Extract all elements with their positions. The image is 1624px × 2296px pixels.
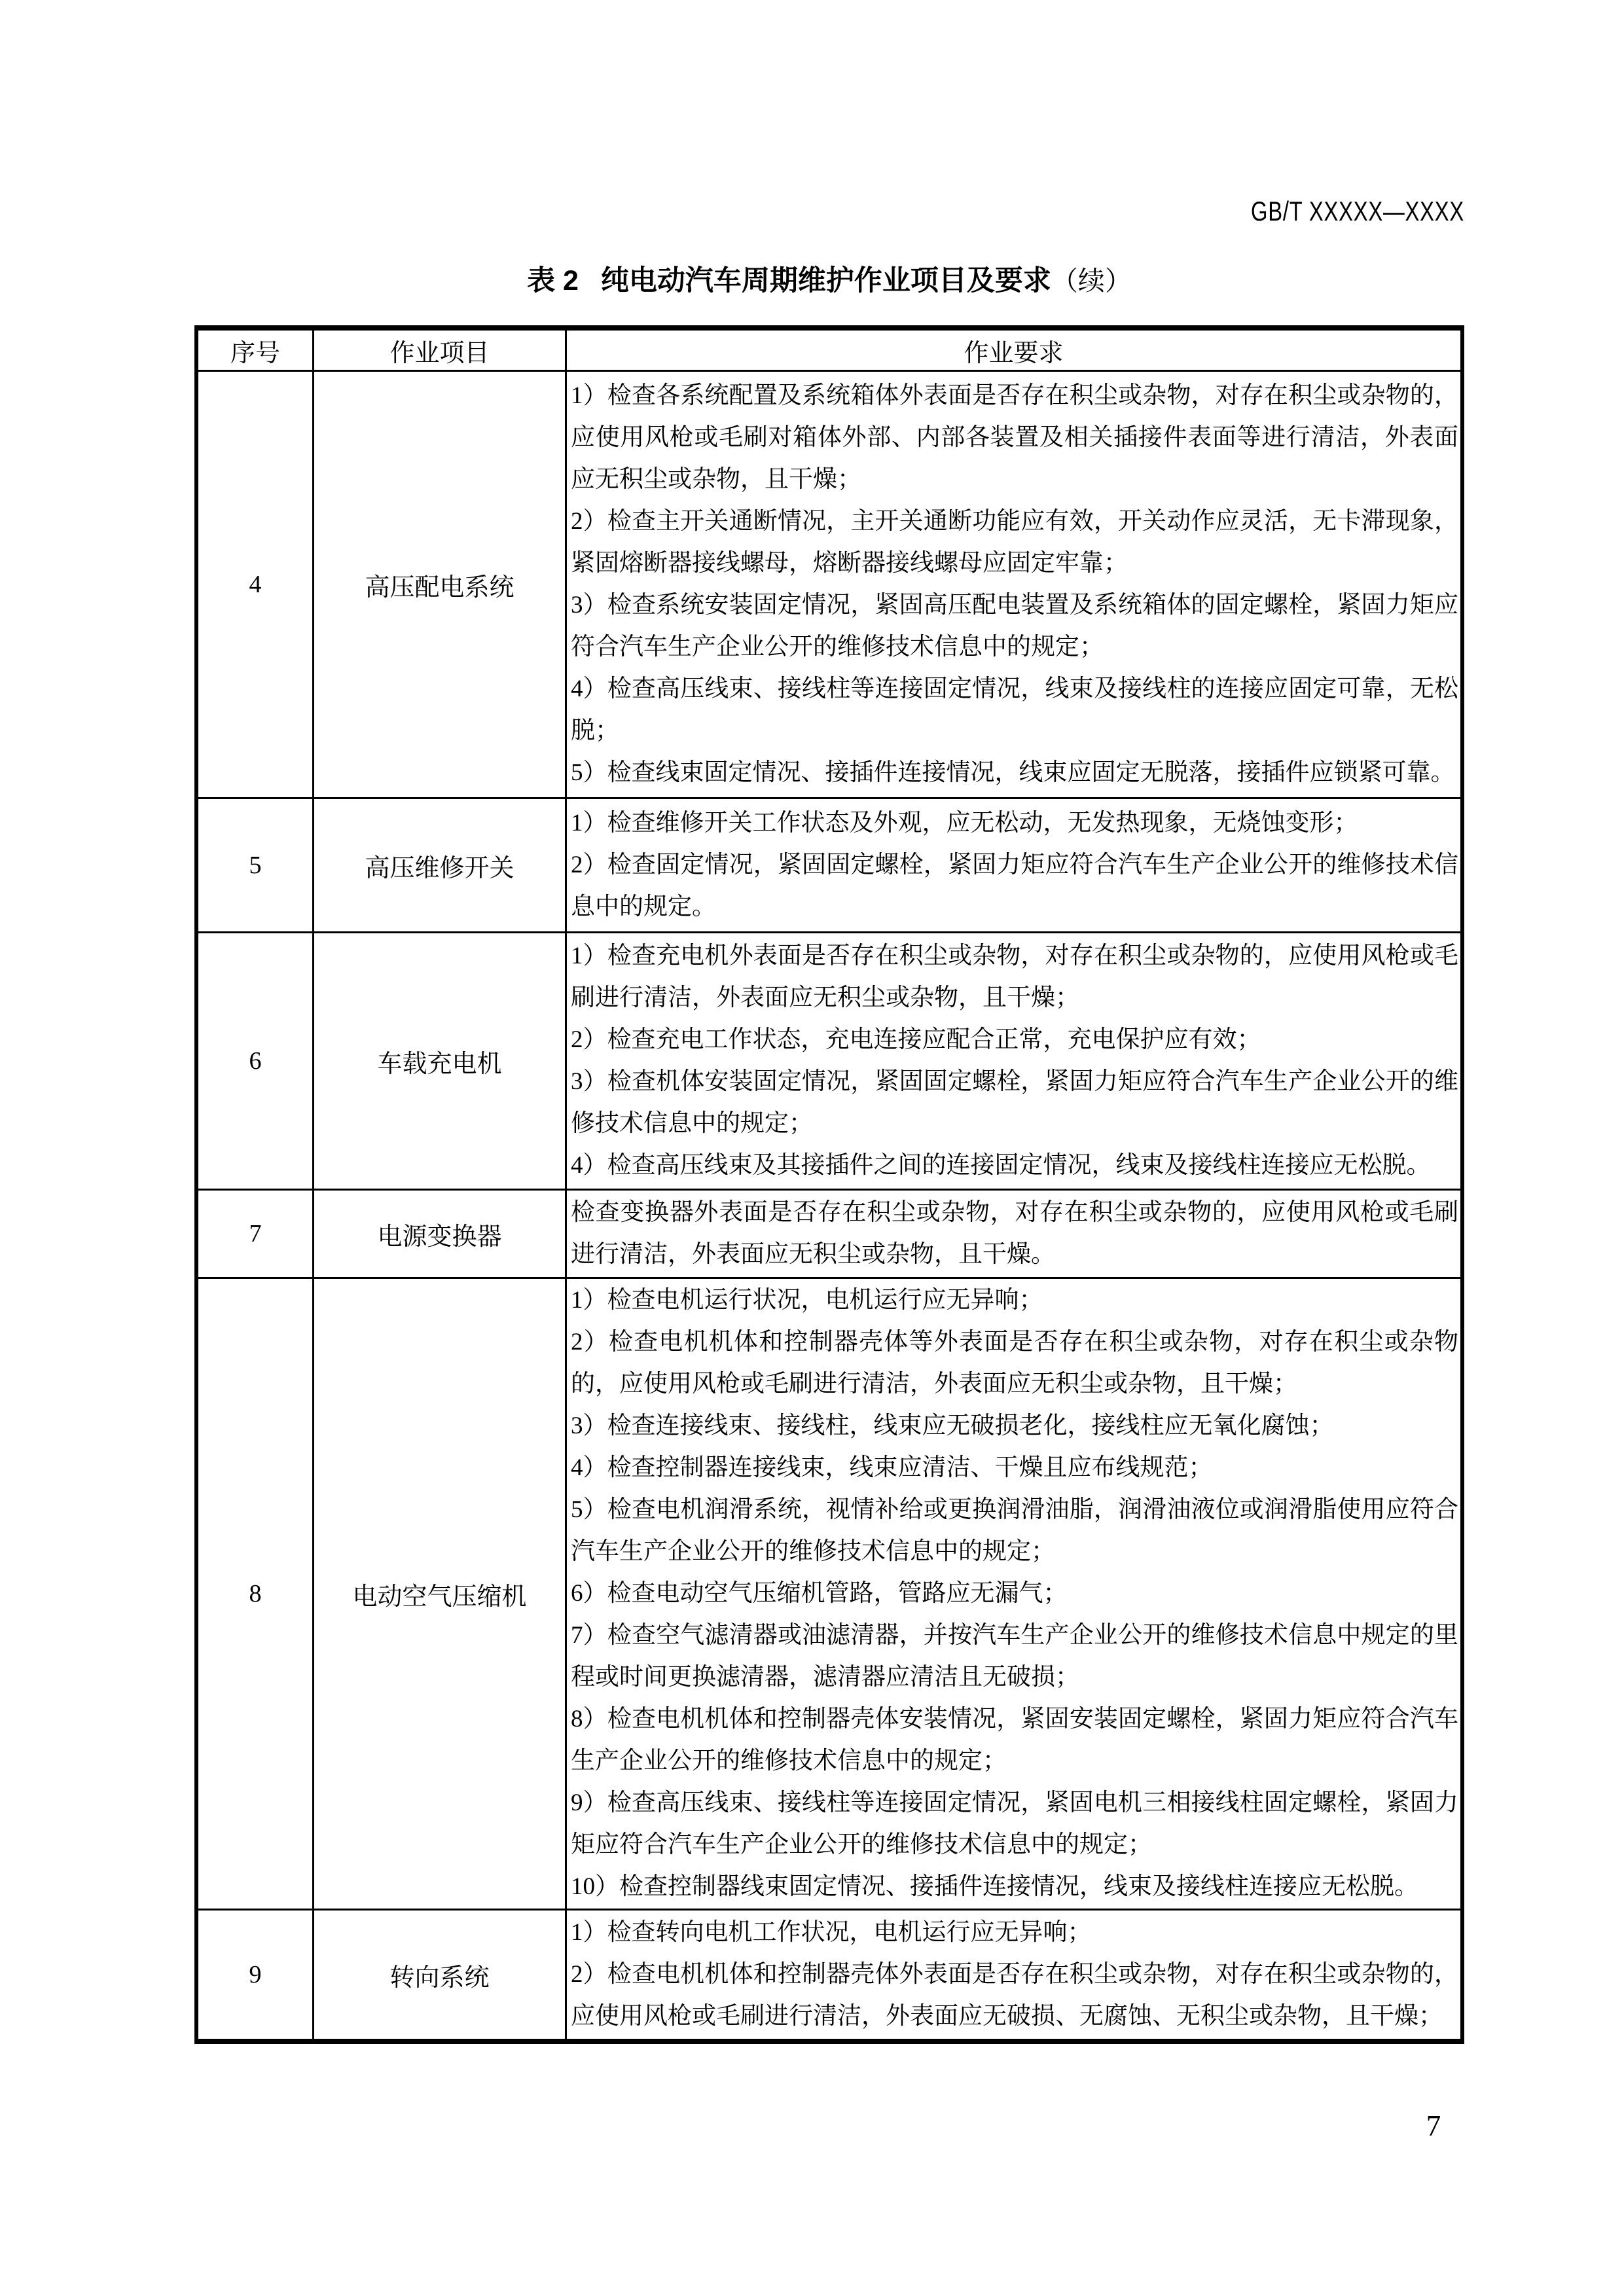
work-item-cell: 电源变换器	[314, 1191, 567, 1277]
requirement-text: 8）检查电机机体和控制器壳体安装情况，紧固安装固定螺栓，紧固力矩应符合汽车生产企业公开的维修技术信息中的规定；	[571, 1706, 1458, 1774]
column-header-0: 序号	[198, 331, 314, 370]
requirement-text: 1）检查充电机外表面是否存在积尘或杂物，对存在积尘或杂物的，应使用风枪或毛刷进行清洁，外表面应无积尘或杂物，且干燥；	[571, 942, 1458, 1011]
requirements-cell	[567, 1191, 1460, 1277]
requirements-cell	[567, 372, 1460, 797]
requirement-text: 检查变换器外表面是否存在积尘或杂物，对存在积尘或杂物的，应使用风枪或毛刷进行清洁，外表面应无积尘或杂物，且干燥。	[571, 1199, 1458, 1268]
requirement-text: 2）检查电机机体和控制器壳体外表面是否存在积尘或杂物，对存在积尘或杂物的，应使用风枪或毛刷进行清洁，外表面应无破损、无腐蚀、无积尘或杂物，且干燥；	[571, 1961, 1458, 2030]
requirement-text: 2）检查主开关通断情况，主开关通断功能应有效，开关动作应灵活，无卡滞现象，紧固熔断器接线螺母，熔断器接线螺母应固定牢靠；	[571, 508, 1458, 577]
requirement-text: 1）检查各系统配置及系统箱体外表面是否存在积尘或杂物，对存在积尘或杂物的，应使用风枪或毛刷对箱体外部、内部各装置及相关插接件表面等进行清洁，外表面应无积尘或杂物，且干燥；	[571, 382, 1458, 493]
table-row	[198, 1189, 1460, 1277]
table-row	[198, 797, 1460, 931]
requirement-text: 2）检查电机机体和控制器壳体等外表面是否存在积尘或杂物，对存在积尘或杂物的，应使用风枪或毛刷进行清洁，外表面应无积尘或杂物，且干燥；	[571, 1329, 1458, 1397]
requirements-cell	[567, 799, 1460, 931]
table-row	[198, 931, 1460, 1189]
requirement-text: 3）检查系统安装固定情况，紧固高压配电装置及系统箱体的固定螺栓，紧固力矩应符合汽车生产企业公开的维修技术信息中的规定；	[571, 592, 1458, 660]
requirement-text: 7）检查空气滤清器或油滤清器，并按汽车生产企业公开的维修技术信息中规定的里程或时间更换滤清器，滤清器应清洁且无破损；	[571, 1622, 1458, 1691]
table-row	[198, 370, 1460, 797]
table-title-main: 纯电动汽车周期维护作业项目及要求	[600, 265, 1051, 296]
row-number-cell: 8	[198, 1279, 314, 1909]
row-number-cell: 9	[198, 1910, 314, 2039]
column-header-2: 作业要求	[964, 339, 1064, 367]
requirement-text: 1）检查维修开关工作状态及外观，应无松动，无发热现象，无烧蚀变形；	[571, 810, 1358, 836]
requirements-cell	[567, 1279, 1460, 1909]
maintenance-table	[194, 325, 1464, 2044]
requirement-text: 4）检查控制器连接线束，线束应清洁、干燥且应布线规范；	[571, 1454, 1213, 1481]
page-number: 7	[1426, 2109, 1441, 2142]
row-number-cell: 6	[198, 933, 314, 1189]
work-item-cell: 高压维修开关	[314, 799, 567, 931]
requirement-text: 3）检查机体安装固定情况，紧固固定螺栓，紧固力矩应符合汽车生产企业公开的维修技术信息中的规定；	[571, 1068, 1458, 1137]
table-row	[198, 1909, 1460, 2039]
work-item-cell: 转向系统	[314, 1910, 567, 2039]
standard-code	[194, 196, 1464, 226]
requirement-text: 5）检查电机润滑系统，视情补给或更换润滑油脂，润滑油液位或润滑脂使用应符合汽车生产企业公开的维修技术信息中的规定；	[571, 1496, 1458, 1565]
table-header-row	[198, 331, 1460, 370]
work-item-cell: 车载充电机	[314, 933, 567, 1189]
requirement-text: 3）检查连接线束、接线柱，线束应无破损老化，接线柱应无氧化腐蚀；	[571, 1412, 1334, 1439]
requirement-text: 6）检查电动空气压缩机管路，管路应无漏气；	[571, 1580, 1068, 1607]
table-row	[198, 1277, 1460, 1909]
work-item-cell: 高压配电系统	[314, 372, 567, 797]
requirement-text: 1）检查转向电机工作状况，电机运行应无异响；	[571, 1919, 1092, 1946]
work-item-cell: 电动空气压缩机	[314, 1279, 567, 1909]
requirement-text: 4）检查高压线束及其接插件之间的连接固定情况，线束及接线柱连接应无松脱。	[571, 1152, 1431, 1179]
requirements-cell	[567, 933, 1460, 1189]
requirement-text: 2）检查固定情况，紧固固定螺栓，紧固力矩应符合汽车生产企业公开的维修技术信息中的规定。	[571, 852, 1458, 920]
table-body	[198, 370, 1460, 2039]
column-header-1: 作业项目	[314, 331, 567, 370]
table-title	[194, 264, 1464, 298]
requirement-text: 4）检查高压线束、接线柱等连接固定情况，线束及接线柱的连接应固定可靠，无松脱；	[571, 675, 1458, 744]
standard-code-text: GB/T XXXXX—XXXX	[1250, 196, 1464, 226]
requirement-text: 9）检查高压线束、接线柱等连接固定情况，紧固电机三相接线柱固定螺栓，紧固力矩应符合汽车生产企业公开的维修技术信息中的规定；	[571, 1789, 1458, 1858]
requirement-text: 1）检查电机运行状况，电机运行应无异响；	[571, 1287, 1043, 1314]
row-number-cell: 5	[198, 799, 314, 931]
table-title-suffix: （续）	[1051, 266, 1132, 296]
row-number-cell: 4	[198, 372, 314, 797]
requirement-text: 5）检查线束固定情况、接插件连接情况，线束应固定无脱落，接插件应锁紧可靠。	[571, 759, 1455, 786]
requirement-text: 2）检查充电工作状态，充电连接应配合正常，充电保护应有效；	[571, 1026, 1261, 1053]
requirement-text: 10）检查控制器线束固定情况、接插件连接情况，线束及接线柱连接应无松脱。	[571, 1873, 1418, 1900]
requirements-cell	[567, 1910, 1460, 2039]
table-title-prefix: 表 2	[527, 265, 579, 296]
row-number-cell: 7	[198, 1191, 314, 1277]
